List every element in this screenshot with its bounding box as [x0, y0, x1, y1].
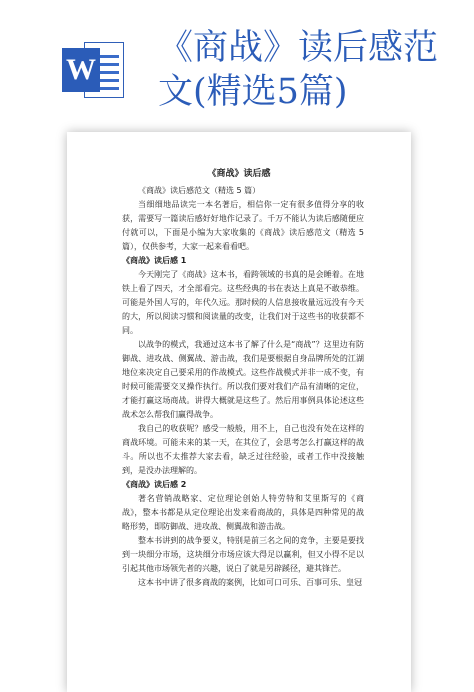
- document-banner: [0, 0, 474, 130]
- banner-title: [158, 26, 458, 114]
- document-title: 《商战》读后感: [207, 169, 271, 179]
- paragraph: 当细细地品读完一本名著后，相信你一定有很多值得分享的收获，需要写一篇读后感好好地作记录了。千万不能认为读后感随便应付就可以，下面是小编为大家收集的《商战》读后感范文（精选 5 篇），仅供参考，大家一起来看看吧。: [122, 200, 364, 251]
- word-document-icon: [62, 40, 126, 100]
- word-letter-icon: W: [62, 48, 100, 92]
- paragraph: 这本书中讲了很多商战的案例，比如可口可乐、百事可乐、皇冠: [138, 578, 362, 587]
- section-heading: 《商战》读后感 2: [122, 480, 187, 489]
- paragraph: 今天刚完了《商战》这本书，看跨领域的书真的是会睡着。在地铁上看了四天，才全部看完。这些经典的书在表达上真是不敢恭维。可能是外国人写的，年代久远。那时候的人信息接收量远远没有今天的大，所以阅读习惯和阅读量的改变，让我们对于这些书的收获都不同。: [122, 270, 364, 335]
- paragraph: 整本书讲到的战争要义，特别是前三名之间的竞争，主要是要找到一块细分市场，这块细分市场应该大得足以赢利，但又小得不足以引起其他市场领先者的兴趣，说白了就是另辟蹊径，避其锋芒。: [122, 536, 364, 573]
- paragraph: 我自己的收获呢？感受一般般，用不上，自己也没有处在这样的商战环境。可能未来的某一天，在其位了，会思考怎么打赢这样的战斗。所以也不太推荐大家去看，缺乏过往经验，或者工作中没接触到，是没办法理解的。: [122, 424, 364, 475]
- banner-title-line2: 文(精选5篇): [158, 72, 348, 112]
- document-content: [122, 184, 364, 590]
- banner-title-line1: 《商战》读后感范: [158, 28, 439, 68]
- paragraph: 以战争的模式，我通过这本书了解了什么是“商战”？这里边有防御战、进攻战、侧翼战、游击战，我们是要根据自身品牌所处的江湖地位来决定自己要采用的作战模式。这些作战模式并非一成不变，有时候可能需要交叉操作执行。所以我们要对我们产品有清晰的定位，才能打赢这场商战。讲得大概就是这些了。然后用事例具体论述这些战术怎么帮我们赢得战争。: [122, 340, 364, 419]
- paragraph: 著名营销战略家、定位理论创始人特劳特和艾里斯写的《商战》，整本书都是从定位理论出发来看商战的，具体是四种常见的战略形势，即防御战、进攻战、侧翼战和游击战。: [122, 494, 364, 531]
- document-subtitle: 《商战》读后感范文（精选 5 篇）: [138, 186, 261, 195]
- document-page: [67, 132, 411, 692]
- section-heading: 《商战》读后感 1: [122, 256, 187, 265]
